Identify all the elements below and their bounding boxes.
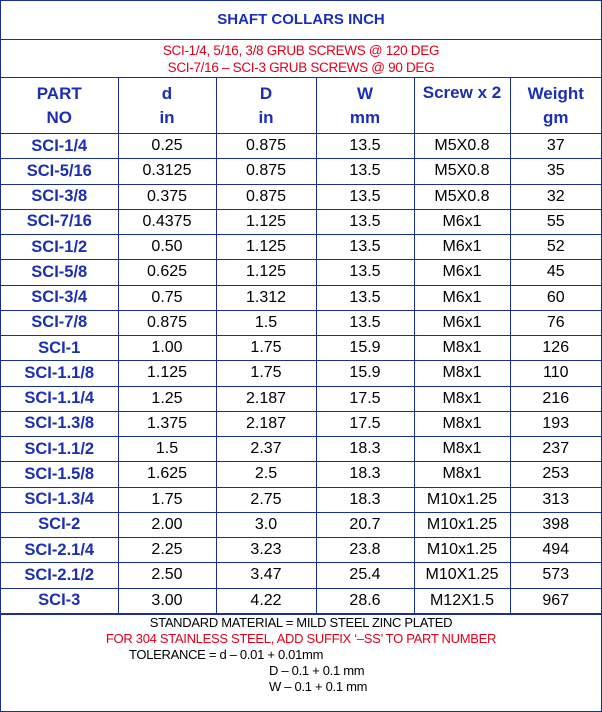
part-no-cell: SCI-1.1/8 bbox=[1, 361, 118, 386]
bore-d-cell: 2.00 bbox=[118, 512, 216, 537]
col-header-line2: mm bbox=[349, 107, 381, 127]
screw-cell: M8x1 bbox=[414, 411, 510, 436]
weight-cell: 237 bbox=[510, 437, 601, 462]
screw-cell: M6x1 bbox=[414, 235, 510, 260]
table-row bbox=[1, 538, 601, 563]
weight-cell: 37 bbox=[510, 134, 601, 159]
width-W-cell: 17.5 bbox=[316, 386, 414, 411]
screw-cell: M6x1 bbox=[414, 285, 510, 310]
weight-cell: 494 bbox=[510, 538, 601, 563]
bore-d-cell: 2.25 bbox=[118, 538, 216, 563]
bore-d-cell: 0.75 bbox=[118, 285, 216, 310]
outer-D-cell: 0.875 bbox=[216, 134, 316, 159]
width-W-cell: 13.5 bbox=[316, 235, 414, 260]
weight-cell: 35 bbox=[510, 159, 601, 184]
table-row bbox=[1, 260, 601, 285]
width-W-cell: 13.5 bbox=[316, 310, 414, 335]
weight-cell: 32 bbox=[510, 184, 601, 209]
tolerance-d: TOLERANCE = d – 0.01 + 0.01mm bbox=[129, 646, 324, 662]
part-no-cell: SCI-1.3/8 bbox=[1, 411, 118, 436]
table-row bbox=[1, 462, 601, 487]
part-no-cell: SCI-2.1/2 bbox=[1, 563, 118, 588]
outer-D-cell: 1.125 bbox=[216, 209, 316, 234]
col-header-width-W bbox=[316, 78, 414, 134]
sheet-title: SHAFT COLLARS INCH bbox=[1, 1, 601, 40]
width-W-cell: 18.3 bbox=[316, 487, 414, 512]
part-no-cell: SCI-2 bbox=[1, 512, 118, 537]
part-no-cell: SCI-7/8 bbox=[1, 310, 118, 335]
screw-cell: M8x1 bbox=[414, 361, 510, 386]
weight-cell: 313 bbox=[510, 487, 601, 512]
outer-D-cell: 2.75 bbox=[216, 487, 316, 512]
col-header-line1: W bbox=[356, 83, 374, 103]
weight-cell: 967 bbox=[510, 588, 601, 613]
bore-d-cell: 1.5 bbox=[118, 437, 216, 462]
width-W-cell: 13.5 bbox=[316, 285, 414, 310]
bore-d-cell: 1.00 bbox=[118, 336, 216, 361]
bore-d-cell: 0.25 bbox=[118, 134, 216, 159]
col-header-line2: in bbox=[159, 107, 175, 127]
width-W-cell: 13.5 bbox=[316, 209, 414, 234]
col-header-line2: in bbox=[258, 107, 274, 127]
width-W-cell: 18.3 bbox=[316, 437, 414, 462]
width-W-cell: 15.9 bbox=[316, 336, 414, 361]
outer-D-cell: 1.125 bbox=[216, 235, 316, 260]
tolerance-W: W – 0.1 + 0.1 mm bbox=[269, 678, 368, 694]
col-header-line1: PART bbox=[36, 83, 82, 103]
part-no-cell: SCI-1.5/8 bbox=[1, 462, 118, 487]
outer-D-cell: 0.875 bbox=[216, 159, 316, 184]
weight-cell: 60 bbox=[510, 285, 601, 310]
part-no-cell: SCI-2.1/4 bbox=[1, 538, 118, 563]
screw-cell: M12X1.5 bbox=[414, 588, 510, 613]
part-no-cell: SCI-3/8 bbox=[1, 184, 118, 209]
table-row bbox=[1, 361, 601, 386]
part-no-cell: SCI-1 bbox=[1, 336, 118, 361]
screw-cell: M6x1 bbox=[414, 310, 510, 335]
screw-cell: M5X0.8 bbox=[414, 184, 510, 209]
part-no-cell: SCI-1.1/2 bbox=[1, 437, 118, 462]
footer-notes bbox=[1, 614, 601, 695]
col-header-line2: gm bbox=[543, 107, 569, 127]
table-row bbox=[1, 310, 601, 335]
table-row bbox=[1, 487, 601, 512]
screw-cell: M8x1 bbox=[414, 462, 510, 487]
weight-cell: 573 bbox=[510, 563, 601, 588]
width-W-cell: 13.5 bbox=[316, 260, 414, 285]
weight-cell: 216 bbox=[510, 386, 601, 411]
screw-cell: M6x1 bbox=[414, 209, 510, 234]
bore-d-cell: 2.50 bbox=[118, 563, 216, 588]
screw-cell: M10x1.25 bbox=[414, 487, 510, 512]
width-W-cell: 23.8 bbox=[316, 538, 414, 563]
outer-D-cell: 2.37 bbox=[216, 437, 316, 462]
table-row bbox=[1, 563, 601, 588]
screw-cell: M8x1 bbox=[414, 437, 510, 462]
table-row bbox=[1, 285, 601, 310]
table-row bbox=[1, 411, 601, 436]
bore-d-cell: 1.125 bbox=[118, 361, 216, 386]
col-header-bore-d bbox=[118, 78, 216, 134]
table-row bbox=[1, 134, 601, 159]
outer-D-cell: 1.75 bbox=[216, 336, 316, 361]
table-row bbox=[1, 336, 601, 361]
material-note: STANDARD MATERIAL = MILD STEEL ZINC PLATED bbox=[149, 614, 453, 630]
bore-d-cell: 0.625 bbox=[118, 260, 216, 285]
screw-cell: M5X0.8 bbox=[414, 159, 510, 184]
col-header-outer-D bbox=[216, 78, 316, 134]
col-header-weight bbox=[510, 78, 601, 134]
weight-cell: 45 bbox=[510, 260, 601, 285]
part-no-cell: SCI-1/2 bbox=[1, 235, 118, 260]
weight-cell: 193 bbox=[510, 411, 601, 436]
collar-spec-table bbox=[1, 78, 601, 614]
outer-D-cell: 1.75 bbox=[216, 361, 316, 386]
outer-D-cell: 2.5 bbox=[216, 462, 316, 487]
width-W-cell: 25.4 bbox=[316, 563, 414, 588]
width-W-cell: 13.5 bbox=[316, 184, 414, 209]
part-no-cell: SCI-1.3/4 bbox=[1, 487, 118, 512]
outer-D-cell: 2.187 bbox=[216, 411, 316, 436]
stainless-note: FOR 304 STAINLESS STEEL, ADD SUFFIX ‘–SS’ TO PART NUMBER bbox=[105, 630, 497, 646]
bore-d-cell: 0.3125 bbox=[118, 159, 216, 184]
table-row bbox=[1, 437, 601, 462]
screw-cell: M5X0.8 bbox=[414, 134, 510, 159]
part-no-cell: SCI-3 bbox=[1, 588, 118, 613]
table-row bbox=[1, 512, 601, 537]
bore-d-cell: 0.4375 bbox=[118, 209, 216, 234]
bore-d-cell: 0.875 bbox=[118, 310, 216, 335]
part-no-cell: SCI-1.1/4 bbox=[1, 386, 118, 411]
outer-D-cell: 3.23 bbox=[216, 538, 316, 563]
col-header-line1: d bbox=[161, 83, 173, 103]
bore-d-cell: 1.75 bbox=[118, 487, 216, 512]
bore-d-cell: 3.00 bbox=[118, 588, 216, 613]
outer-D-cell: 4.22 bbox=[216, 588, 316, 613]
part-no-cell: SCI-1/4 bbox=[1, 134, 118, 159]
table-row bbox=[1, 209, 601, 234]
width-W-cell: 28.6 bbox=[316, 588, 414, 613]
weight-cell: 76 bbox=[510, 310, 601, 335]
table-row bbox=[1, 159, 601, 184]
grub-screw-note-2: SCI-7/16 – SCI-3 GRUB SCREWS @ 90 DEG bbox=[167, 60, 435, 75]
outer-D-cell: 3.47 bbox=[216, 563, 316, 588]
screw-cell: M8x1 bbox=[414, 336, 510, 361]
width-W-cell: 17.5 bbox=[316, 411, 414, 436]
outer-D-cell: 1.5 bbox=[216, 310, 316, 335]
col-header-line1: Screw x 2 bbox=[422, 83, 502, 102]
screw-cell: M10x1.25 bbox=[414, 538, 510, 563]
bore-d-cell: 1.625 bbox=[118, 462, 216, 487]
screw-cell: M10X1.25 bbox=[414, 563, 510, 588]
bore-d-cell: 0.375 bbox=[118, 184, 216, 209]
width-W-cell: 15.9 bbox=[316, 361, 414, 386]
part-no-cell: SCI-7/16 bbox=[1, 209, 118, 234]
weight-cell: 253 bbox=[510, 462, 601, 487]
part-no-cell: SCI-3/4 bbox=[1, 285, 118, 310]
grub-screw-note-1: SCI-1/4, 5/16, 3/8 GRUB SCREWS @ 120 DEG bbox=[162, 43, 440, 58]
table-row bbox=[1, 235, 601, 260]
table-header-row bbox=[1, 78, 601, 134]
grub-screw-notes bbox=[1, 40, 601, 78]
weight-cell: 52 bbox=[510, 235, 601, 260]
outer-D-cell: 1.125 bbox=[216, 260, 316, 285]
col-header-line2: NO bbox=[46, 107, 72, 127]
outer-D-cell: 3.0 bbox=[216, 512, 316, 537]
outer-D-cell: 2.187 bbox=[216, 386, 316, 411]
table-row bbox=[1, 588, 601, 613]
weight-cell: 398 bbox=[510, 512, 601, 537]
weight-cell: 126 bbox=[510, 336, 601, 361]
table-row bbox=[1, 386, 601, 411]
bore-d-cell: 0.50 bbox=[118, 235, 216, 260]
bore-d-cell: 1.375 bbox=[118, 411, 216, 436]
weight-cell: 55 bbox=[510, 209, 601, 234]
tolerance-D: D – 0.1 + 0.1 mm bbox=[269, 662, 365, 678]
table-row bbox=[1, 184, 601, 209]
part-no-cell: SCI-5/8 bbox=[1, 260, 118, 285]
outer-D-cell: 0.875 bbox=[216, 184, 316, 209]
screw-cell: M6x1 bbox=[414, 260, 510, 285]
col-header-line1: D bbox=[259, 83, 273, 103]
width-W-cell: 13.5 bbox=[316, 134, 414, 159]
col-header-line1: Weight bbox=[527, 83, 584, 103]
width-W-cell: 13.5 bbox=[316, 159, 414, 184]
weight-cell: 110 bbox=[510, 361, 601, 386]
bore-d-cell: 1.25 bbox=[118, 386, 216, 411]
outer-D-cell: 1.312 bbox=[216, 285, 316, 310]
width-W-cell: 18.3 bbox=[316, 462, 414, 487]
screw-cell: M10x1.25 bbox=[414, 512, 510, 537]
col-header-part-no bbox=[1, 78, 118, 134]
part-no-cell: SCI-5/16 bbox=[1, 159, 118, 184]
col-header-screw bbox=[414, 78, 510, 134]
width-W-cell: 20.7 bbox=[316, 512, 414, 537]
screw-cell: M8x1 bbox=[414, 386, 510, 411]
